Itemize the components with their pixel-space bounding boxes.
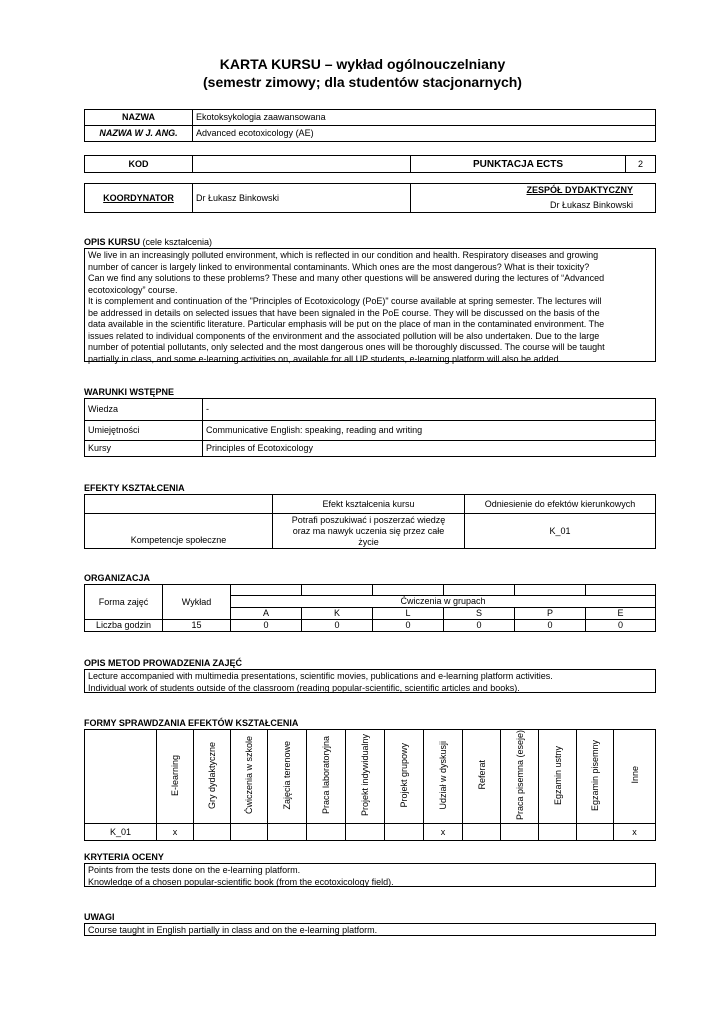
hours-group: 0 [373,620,444,632]
formy-mark: x [614,824,656,841]
formy-col: Praca laboratoryjna [321,736,331,815]
team-value: Dr Łukasz Binkowski [549,200,633,210]
formy-mark: x [157,824,194,841]
hours-group: 0 [444,620,515,632]
opis-line: data available in the scientific literature. Particular emphasis will be put on the place of man in the contaminated environment. The [88,319,605,329]
coordinator-table [84,183,656,213]
opis-heading: OPIS KURSU (cele kształcenia) [84,237,213,247]
efekty-reference: K_01 [465,514,656,549]
formy-mark [346,824,385,841]
name-value: Ekotoksykologia zaawansowana [193,110,656,126]
formy-col: E-learning [170,754,180,796]
warunki-label: Wiedza [85,399,203,421]
efekty-table [84,494,656,549]
formy-mark [577,824,614,841]
formy-col: Projekt indywidualny [360,734,370,817]
formy-heading: FORMY SPRAWDZANIA EFEKTÓW KSZTAŁCENIA [84,718,299,728]
opis-line: ecotoxicology” course. [88,284,178,295]
hours-label: Liczba godzin [85,620,163,632]
group-label: E [586,608,656,620]
team-cell [411,184,656,213]
formy-mark [268,824,307,841]
warunki-table [84,398,656,457]
kryteria-heading: KRYTERIA OCENY [84,852,164,862]
forma-label: Forma zajęć [85,585,163,620]
group-label: L [373,608,444,620]
group-label: A [231,608,302,620]
opis-line: be addressed in details on selected issues that have been signaled in the PoE course. They will be discussed on the basis of the [88,307,600,318]
formy-col: Udział w dyskusji [438,740,448,810]
warunki-value: Principles of Ecotoxicology [203,441,656,457]
efekty-effect: Potrafi poszukiwać i poszerzać wiedzę oraz ma nawyk uczenia się przez całe życie [273,514,465,549]
metody-heading: OPIS METOD PROWADZENIA ZAJĘĆ [84,658,243,668]
formy-row-label: K_01 [85,824,157,841]
efekty-col2: Odniesienie do efektów kierunkowych [465,495,656,514]
code-label: KOD [85,156,193,173]
formy-col: Egzamin pisemny [590,739,600,811]
warunki-label: Umiejętności [85,421,203,441]
opis-line: We live in an increasingly polluted environment, which is reflected in our condition and health. Respiratory diseases and growing [88,250,599,260]
ects-label: PUNKTACJA ECTS [411,156,626,173]
formy-col: Zajęcia terenowe [282,740,292,810]
name-label: NAZWA [85,110,193,126]
uwagi-heading: UWAGI [84,912,115,922]
group-label: S [444,608,515,620]
warunki-label: Kursy [85,441,203,457]
opis-line: number of cancer is largely linked to environmental contaminants. Which ones are the most dangerous? What is their toxicity? [88,261,590,272]
organizacja-table [84,584,656,632]
hours-group: 0 [515,620,586,632]
formy-mark [385,824,424,841]
efekty-row-label: Kompetencje społeczne [85,514,273,549]
opis-line: number of potential pollutants, only selected and the most dangerous ones will be thoroughly discussed. The course will be taught [88,342,605,352]
opis-box [84,248,656,362]
formy-col: Inne [629,766,640,784]
metody-box [84,669,656,693]
hours-group: 0 [302,620,373,632]
formy-table [84,729,656,841]
formy-mark [194,824,231,841]
hours-group: 0 [231,620,302,632]
coordinator-label: KOORDYNATOR [85,184,193,213]
opis-line: It is complement and continuation of the "Principles of Ecotoxicology (PoE)" course available at spring semester. The lectures will [88,296,602,306]
formy-mark [501,824,539,841]
efekty-heading: EFEKTY KSZTAŁCENIA [84,483,185,493]
formy-col: Ćwiczenia w szkole [244,736,254,815]
uwagi-box [84,923,656,936]
wyklad-label: Wykład [163,585,231,620]
page-subtitle: (semestr zimowy; dla studentów stacjonarnych) [203,74,522,90]
group-label: P [515,608,586,620]
formy-col: Projekt grupowy [399,742,409,808]
group-label: K [302,608,373,620]
formy-col: Gry dydaktyczne [207,741,217,809]
formy-mark: x [424,824,463,841]
uwagi-line: Course taught in English partially in class and on the e-learning platform. [88,925,378,935]
course-name-table [84,109,656,142]
code-value [193,156,411,173]
hours-lecture: 15 [163,620,231,632]
page-title: KARTA KURSU – wykład ogólnouczelniany [219,56,506,72]
warunki-value: - [203,399,656,421]
kryteria-line: Knowledge of a chosen popular-scientific book (from the ecotoxicology field). [88,876,394,887]
formy-mark [463,824,501,841]
opis-line: issues related to individual components of the environment and the associated pollution will be also undertaken. Due to the large [88,330,600,341]
formy-col: Egzamin ustny [552,745,563,805]
hours-group: 0 [586,620,656,632]
opis-line: partially in class, and some e-learning activities on, available for all UP students, e-learning platform will also be added. [88,353,562,364]
warunki-heading: WARUNKI WSTĘPNE [84,387,174,397]
name-en-value: Advanced ecotoxicology (AE) [193,126,656,142]
formy-col: Praca pisemna (eseje) [514,730,525,821]
metody-line: Individual work of students outside of the classroom (reading popular-scientific, scientific articles and books). [88,682,520,693]
code-table [84,155,656,173]
kryteria-box [84,863,656,887]
formy-col: Referat [476,760,487,790]
coordinator-value: Dr Łukasz Binkowski [193,184,411,213]
efekty-col1: Efekt kształcenia kursu [273,495,465,514]
cwiczenia-label: Ćwiczenia w grupach [231,596,656,608]
ects-value: 2 [626,156,656,173]
formy-mark [307,824,346,841]
name-en-label: NAZWA W J. ANG. [85,126,193,142]
warunki-value: Communicative English: speaking, reading and writing [203,421,656,441]
organizacja-heading: ORGANIZACJA [84,573,151,583]
team-label: ZESPÓŁ DYDAKTYCZNY [526,185,633,195]
metody-line: Lecture accompanied with multimedia presentations, scientific movies, publications and e-learning platform activities. [88,671,553,681]
formy-mark [231,824,268,841]
kryteria-line: Points from the tests done on the e-learning platform. [88,865,301,875]
opis-line: Can we find any solutions to these problems? These and many other questions will be answered during the lectures of “Advanced [88,273,605,283]
formy-mark [539,824,577,841]
